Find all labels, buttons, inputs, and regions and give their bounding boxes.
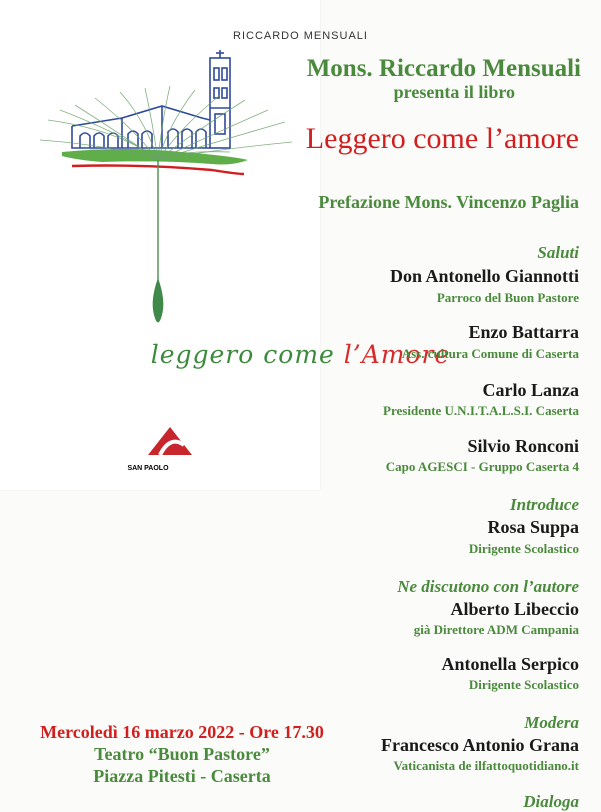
speaker-name: Carlo Lanza (482, 380, 579, 400)
section-introduce: Introduce (510, 495, 579, 514)
dandelion-seed-illustration (0, 50, 320, 340)
speaker-role: Dirigente Scolastico (468, 677, 579, 692)
cover-title-part1: leggero come (150, 340, 344, 369)
event-address: Piazza Pitesti - Caserta (93, 766, 271, 786)
speaker-name: Rosa Suppa (487, 517, 579, 537)
speaker-role: Presidente U.N.I.T.A.L.S.I. Caserta (383, 403, 579, 418)
speaker-role: Dirigente Scolastico (468, 541, 579, 556)
publisher-name: SAN PAOLO (127, 465, 169, 472)
section-discutono: Ne discutono con l’autore (397, 577, 579, 596)
speaker-name: Enzo Battarra (468, 322, 579, 342)
speaker-name: Don Antonello Giannotti (389, 266, 579, 286)
speaker-name: Alberto Libeccio (450, 599, 579, 619)
speaker-role: Ass. cultura Comune di Caserta (401, 346, 579, 361)
section-partial: Dialoga (523, 792, 579, 811)
event-datetime: Mercoledì 16 marzo 2022 - Ore 17.30 (40, 722, 324, 742)
section-saluti: Saluti (537, 243, 579, 262)
preface-credit: Prefazione Mons. Vincenzo Paglia (318, 192, 579, 212)
book-title: Leggero come l’amore (305, 122, 579, 155)
speaker-name: Antonella Serpico (441, 654, 579, 674)
cover-title-part2: l’Amore (343, 340, 451, 369)
speaker-role: Vaticanista de ilfattoquotidiano.it (393, 758, 579, 773)
section-modera: Modera (524, 713, 579, 732)
event-venue: Teatro “Buon Pastore” (94, 744, 270, 764)
speaker-role: Capo AGESCI - Gruppo Caserta 4 (385, 459, 579, 474)
speaker-name: Silvio Ronconi (467, 436, 579, 456)
presents-text: presenta il libro (393, 82, 515, 102)
speaker-name: Francesco Antonio Grana (381, 735, 579, 755)
speaker-role: già Direttore ADM Campania (413, 622, 579, 637)
organizer-name: Mons. Riccardo Mensuali (306, 55, 581, 82)
speaker-role: Parroco del Buon Pastore (436, 290, 579, 305)
cover-author: RICCARDO MENSUALI (233, 30, 368, 42)
